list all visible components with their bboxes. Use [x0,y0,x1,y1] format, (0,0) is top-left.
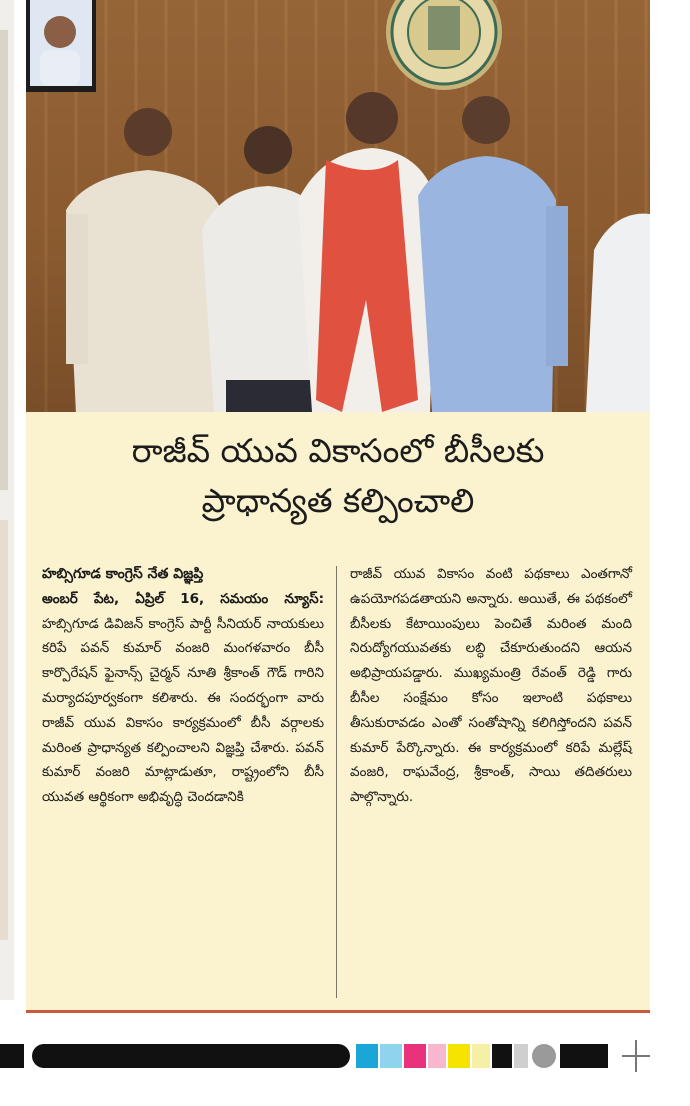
column-right [350,562,632,810]
group-photo-illustration [26,0,650,412]
column-divider [336,566,337,998]
bottom-border-rule [26,1010,650,1013]
framed-portrait-icon [26,0,96,92]
article-body [26,562,650,1002]
headline-line-2: ప్రాధాన్యత కల్పించాలి [201,481,475,520]
article-subhead: హబ్సిగూడ కాంగ్రెస్ నేత విజ్ఞప్తి [42,566,204,582]
news-article [26,0,650,1012]
adjacent-page-edge [0,0,14,1000]
body-text-right: రాజీవ్ యువ వికాసం వంటి పథకాలు ఎంతగానో ఉపయోగపడతాయని అన్నారు. అయితే, ఈ పథకంలో బీసీలకు కేటాయింపులు పెంచితే మరింత మంది నిరుద్యోగయువతకు లబ్ధి చేకూరుతుందని ఆయన అభిప్రాయపడ్డారు. ముఖ్యమంత్రి రేవంత్ రెడ్డి గారు బీసీల సంక్షేమం కోసం ఇలాంటి పథకాలు తీసుకురావడం ఎంతో సంతోషాన్ని కలిగిస్తోందని పవన్ కుమార్ పేర్కొన్నారు. ఈ కార్యక్రమంలో కరిపే మల్లేష్ వంజరి, రాఘవేంద్ర, శ్రీకాంత్, సాయి తదితరులు పాల్గొన్నారు. [350,566,632,806]
article-headline [26,426,650,526]
body-text-left: హబ్సిగూడ డివిజన్ కాంగ్రెస్ పార్టీ సీనియర్ నాయకులు కరిపే పవన్ కుమార్ వంజరి మంగళవారం బీసీ కార్పొరేషన్ ఫైనాన్స్ చైర్మన్ నూతి శ్రీకాంత్ గౌడ్ గారిని మర్యాదపూర్వకంగా కలిశారు. ఈ సందర్భంగా వారు రాజీవ్ యువ వికాసం కార్యక్రమంలో బీసీ వర్గాలకు మరింత ప్రాధాన్యత కల్పించాలని విజ్ఞప్తి చేశారు. పవన్ కుమార్ వంజరి మాట్లాడుతూ, రాష్ట్రంలోని బీసీ యువత ఆర్థికంగా అభివృద్ధి చెందడానికి [42,615,324,806]
headline-line-1: రాజీవ్ యువ వికాసంలో బీసీలకు [131,431,545,470]
print-color-registration-bar [0,1040,690,1072]
column-left [42,562,324,810]
article-dateline: అంబర్ పేట, ఏప్రిల్ 16, సమయం న్యూస్: [42,590,324,607]
article-photo [26,0,650,412]
registration-mark-icon [622,1040,650,1072]
